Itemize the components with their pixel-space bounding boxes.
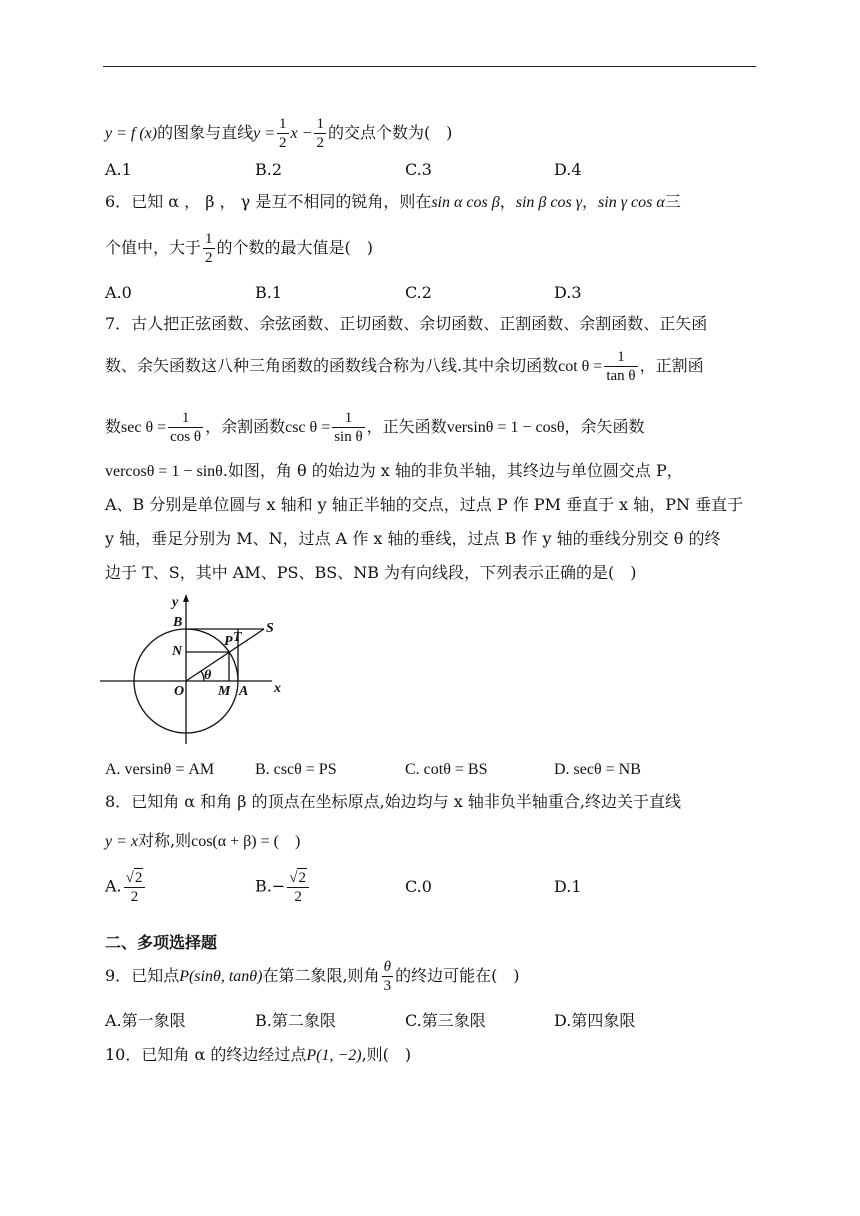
- q7-option-d[interactable]: D. secθ = NB: [554, 761, 641, 778]
- q7-line-4: vercosθ = 1 − sinθ.如图，角 θ 的始边为 x 轴的非负半轴，其终边与单位圆交点 P，: [105, 461, 683, 480]
- q7-option-c[interactable]: C. cotθ = BS: [405, 761, 488, 778]
- q6-number: 6．: [105, 192, 132, 211]
- q8-option-d[interactable]: D.1: [554, 877, 582, 896]
- q10-line: 10．已知角 α 的终边经过点P(1, −2),则( ): [105, 1045, 412, 1064]
- q6-line-1: 6．已知 α ， β ， γ 是互不相同的锐角，则在sin α cos β，sin β cos γ，sin γ cos α三: [105, 192, 681, 211]
- q7-sec-fraction: $\frac{1}{\text{cos θ}}$: [170, 410, 202, 445]
- label-n: N: [172, 644, 183, 659]
- q8-option-a[interactable]: A. $\frac{√2}{2}$: [105, 868, 147, 906]
- q5-option-d[interactable]: D.4: [554, 160, 582, 179]
- q7-csc: csc θ =: [285, 419, 331, 436]
- q9-option-a[interactable]: A.第一象限: [105, 1011, 186, 1030]
- q6-option-a[interactable]: A.0: [105, 283, 132, 302]
- label-a: A: [239, 684, 249, 699]
- unit-circle-figure: [100, 592, 290, 752]
- q8-expression: cos(α + β) = ( ): [191, 833, 301, 850]
- q7-line-5: A、B 分别是单位圆与 x 轴和 y 轴正半轴的交点，过点 P 作 PM 垂直于 x 轴，PN 垂直于: [105, 495, 744, 514]
- q8-line-1: 8．已知角 α 和角 β 的顶点在坐标原点,始边均与 x 轴非负半轴重合,终边关于直线: [105, 792, 681, 811]
- q5-line: [105, 115, 452, 152]
- q5-fraction-2: $\frac{1}{2}$: [316, 116, 324, 151]
- q5-text-post: 的交点个数为( ): [327, 123, 453, 142]
- q7-cot-fraction: $\frac{1}{\text{tan θ}}$: [606, 349, 636, 384]
- q7-vercos: vercosθ = 1 − sinθ: [105, 463, 223, 480]
- q9-option-d[interactable]: D.第四象限: [554, 1011, 636, 1030]
- q6-text-2: 个值中，大于: [105, 238, 202, 257]
- q5-x-minus: x −: [290, 125, 313, 142]
- label-theta: θ: [204, 668, 212, 683]
- q6-term-3: sin γ cos α: [598, 194, 665, 211]
- label-y: y: [172, 595, 179, 610]
- q9-option-b[interactable]: B.第二象限: [255, 1011, 336, 1030]
- q8-option-b[interactable]: B.− $\frac{√2}{2}$: [255, 868, 311, 906]
- q6-option-b[interactable]: B.1: [255, 283, 283, 302]
- q5-fraction-1: $\frac{1}{2}$: [279, 116, 287, 151]
- q7-text-1: 古人把正弦函数、余弦函数、正切函数、余切函数、正割函数、余割函数、正矢函: [131, 314, 708, 333]
- q5-option-a[interactable]: A.1: [105, 160, 132, 179]
- q5-y: y =: [253, 125, 276, 142]
- q9-point: P(sinθ, tanθ): [179, 968, 263, 985]
- q6-text-3: 的个数的最大值是( ): [216, 238, 374, 257]
- q6-tail: 三: [664, 192, 681, 211]
- q6-fraction: $\frac{1}{2}$: [205, 231, 213, 266]
- label-b: B: [173, 615, 183, 630]
- label-p: P: [224, 634, 233, 649]
- q10-point: P(1, −2): [306, 1047, 362, 1064]
- q6-text-1: 已知 α ， β ， γ 是互不相同的锐角，则在: [131, 192, 432, 211]
- label-x: x: [274, 681, 281, 696]
- header-rule: [103, 66, 756, 67]
- q6-term-2: sin β cos γ: [515, 194, 582, 211]
- q7-line-3: 数sec θ = $\frac{1}{\text{cos θ}}$ ，余割函数csc θ = $\frac{1}{\text{sin θ}}$ ，正矢函数versinθ = 1 − cosθ，余矢函数: [105, 410, 645, 445]
- q5-option-b[interactable]: B.2: [255, 160, 283, 179]
- q5-fx: y = f (x): [105, 125, 158, 142]
- q8-option-c[interactable]: C.0: [405, 877, 432, 896]
- q9-line: 9．已知点P(sinθ, tanθ)在第二象限,则角 $\frac{\theta}{3}$ 的终边可能在( ): [105, 959, 520, 994]
- label-o: O: [174, 684, 185, 699]
- q7-line-2: 数、余矢函数这八种三角函数的函数线合称为八线.其中余切函数cot θ = $\frac{1}{\text{tan θ}}$ ，正割函: [105, 349, 704, 384]
- q8-line-2: y = x对称,则cos(α + β) = ( ): [105, 831, 301, 850]
- q7-number: 7．: [105, 314, 132, 333]
- q7-versin: versinθ = 1 − cosθ: [446, 419, 565, 436]
- label-s: S: [266, 621, 274, 636]
- y-arrow: [183, 594, 189, 602]
- q7-cot: cot θ =: [558, 358, 603, 375]
- q10-number: 10．: [105, 1045, 142, 1064]
- q6-line-2: [105, 230, 373, 267]
- q7-csc-fraction: $\frac{1}{\text{sin θ}}$: [334, 410, 363, 445]
- section-title: 二、多项选择题: [105, 933, 218, 952]
- q6-term-1: sin α cos β: [431, 194, 500, 211]
- q5-text-pre: 的图象与直线: [157, 123, 254, 142]
- q7-line-1: [105, 314, 707, 334]
- q9-option-c[interactable]: C.第三象限: [405, 1011, 486, 1030]
- label-m: M: [218, 684, 231, 699]
- q5-option-c[interactable]: C.3: [405, 160, 432, 179]
- label-t: T: [233, 630, 242, 645]
- q8-number: 8．: [105, 792, 132, 811]
- q9-number: 9．: [105, 966, 132, 985]
- q7-option-b[interactable]: B. cscθ = PS: [255, 761, 337, 778]
- q7-option-a[interactable]: A. versinθ = AM: [105, 761, 215, 778]
- q7-line-6: y 轴，垂足分别为 M、N，过点 A 作 x 轴的垂线，过点 B 作 y 轴的垂线分别交 θ 的终: [105, 529, 721, 548]
- q9-fraction: $\frac{\theta}{3}$: [383, 959, 392, 994]
- q7-sec: sec θ =: [121, 419, 167, 436]
- q6-option-d[interactable]: D.3: [554, 283, 582, 302]
- q7-line-7: 边于 T、S，其中 AM、PS、BS、NB 为有向线段，下列表示正确的是( ): [105, 563, 637, 582]
- q6-option-c[interactable]: C.2: [405, 283, 432, 302]
